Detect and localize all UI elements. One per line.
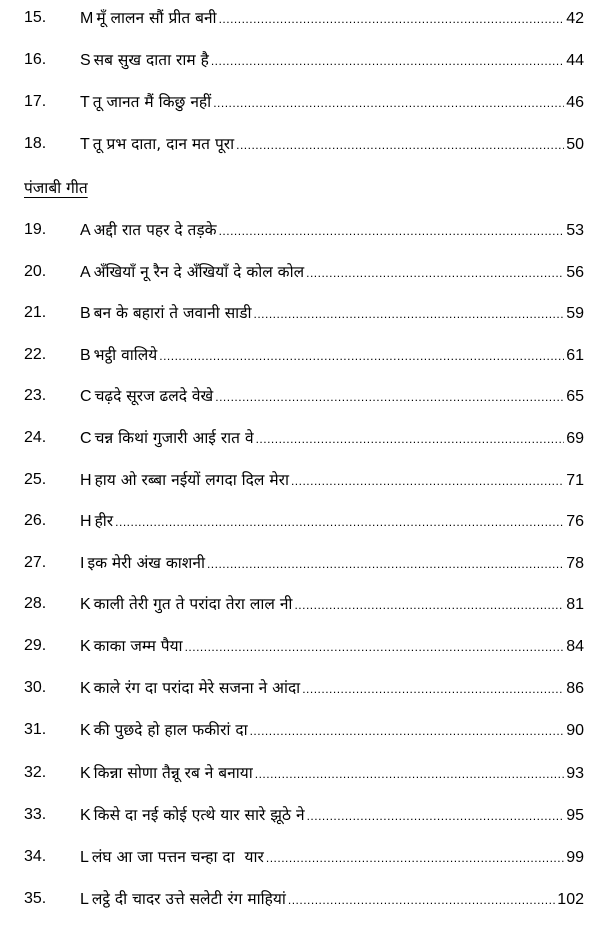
entry-number: 26. (24, 512, 47, 529)
page-number: 42 (566, 10, 584, 27)
leader-dots (159, 342, 564, 370)
toc-row (0, 216, 600, 244)
toc-entry (80, 759, 584, 788)
entry-number: 23. (24, 387, 47, 404)
entry-number: 19. (24, 221, 47, 238)
toc-row (0, 4, 600, 32)
toc-entry (80, 885, 584, 914)
page-number: 76 (566, 513, 584, 530)
toc-row (0, 590, 600, 618)
toc-entry (80, 4, 584, 33)
index-letter: K (80, 680, 91, 697)
song-title: इक मेरी अंख काशनी (87, 554, 205, 572)
index-letter: K (80, 722, 91, 739)
page-number: 46 (566, 94, 584, 111)
leader-dots (219, 5, 565, 33)
page-number: 78 (566, 555, 584, 572)
song-title: लट्ठे दी चादर उत्ते सलेटी रंग माहियां (91, 890, 286, 908)
page-number: 61 (566, 347, 584, 364)
leader-dots (236, 131, 564, 159)
leader-dots (213, 89, 564, 117)
toc-row (0, 130, 600, 158)
index-letter: K (80, 807, 91, 824)
toc-entry (80, 632, 584, 661)
index-letter: S (80, 52, 91, 69)
toc-entry (80, 590, 584, 619)
entry-number: 33. (24, 806, 47, 823)
entry-number: 25. (24, 471, 47, 488)
toc-entry (80, 216, 584, 245)
index-letter: A (80, 222, 91, 239)
entry-number: 17. (24, 93, 47, 110)
toc-entry (80, 716, 584, 745)
toc-entry (80, 258, 584, 287)
page-number: 102 (557, 891, 584, 908)
toc-row (0, 258, 600, 286)
leader-dots (256, 425, 565, 453)
entry-number: 28. (24, 595, 47, 612)
index-letter: H (80, 472, 92, 489)
song-title: किसे दा नई कोई एत्थे यार सारे झूठे ने (93, 806, 305, 824)
page-number: 65 (566, 388, 584, 405)
entry-number: 24. (24, 429, 47, 446)
toc-row (0, 885, 600, 913)
toc-entry (80, 382, 584, 411)
toc-row (0, 88, 600, 116)
entry-number: 21. (24, 304, 47, 321)
page-number: 69 (566, 430, 584, 447)
entry-number: 29. (24, 637, 47, 654)
leader-dots (294, 591, 564, 619)
toc-entry (80, 424, 584, 453)
song-title: किन्ना सोणा तैन्नू रब ने बनाया (93, 764, 253, 782)
leader-dots (211, 47, 564, 75)
entry-number: 31. (24, 721, 47, 738)
index-letter: K (80, 596, 91, 613)
leader-dots (307, 802, 565, 830)
toc-row (0, 843, 600, 871)
leader-dots (219, 217, 565, 245)
toc-row (0, 466, 600, 494)
song-title: भट्ठी वालिये (93, 346, 158, 364)
page-number: 93 (566, 765, 584, 782)
toc-row (0, 341, 600, 369)
song-title: तू जानत मैं किछु नहीं (92, 93, 212, 111)
index-letter: L (80, 891, 89, 908)
leader-dots (255, 760, 564, 788)
song-title: हीर (94, 512, 114, 530)
index-letter: B (80, 305, 91, 322)
song-title: अँखियाँ नू रैन दे अँखियाँ दे कोल कोल (93, 263, 305, 281)
page-number: 44 (566, 52, 584, 69)
toc-entry (80, 674, 584, 703)
index-letter: L (80, 849, 89, 866)
song-title: काली तेरी गुत ते परांदा तेरा लाल नी (93, 595, 293, 613)
index-letter: M (80, 10, 94, 27)
song-title: बन के बहारां ते जवानी साडी (93, 304, 252, 322)
page-number: 56 (566, 264, 584, 281)
toc-entry (80, 507, 584, 536)
toc-row (0, 716, 600, 744)
song-title: काले रंग दा परांदा मेरे सजना ने आंदा (93, 679, 301, 697)
toc-row (0, 424, 600, 452)
toc-entry (80, 341, 584, 370)
toc-row (0, 549, 600, 577)
toc-row (0, 46, 600, 74)
entry-number: 32. (24, 764, 47, 781)
entry-number: 34. (24, 848, 47, 865)
index-letter: I (80, 555, 85, 572)
song-title: लंघ आ जा पत्तन चन्हा दा यार (91, 848, 264, 866)
page-number: 50 (566, 136, 584, 153)
toc-entry (80, 843, 584, 872)
leader-dots (215, 383, 564, 411)
index-letter: T (80, 136, 90, 153)
leader-dots (115, 508, 564, 536)
song-title: की पुछदे हो हाल फकीरां दा (93, 721, 248, 739)
page-number: 59 (566, 305, 584, 322)
page-number: 95 (566, 807, 584, 824)
page-number: 71 (566, 472, 584, 489)
toc-entry (80, 88, 584, 117)
page-number: 81 (566, 596, 584, 613)
leader-dots (185, 633, 565, 661)
entry-number: 22. (24, 346, 47, 363)
toc-entry (80, 46, 584, 75)
toc-row (0, 382, 600, 410)
section-heading: पंजाबी गीत (24, 179, 88, 197)
song-title: सब सुख दाता राम है (93, 51, 209, 69)
leader-dots (250, 717, 565, 745)
toc-row (0, 674, 600, 702)
leader-dots (266, 844, 564, 872)
entry-number: 27. (24, 554, 47, 571)
entry-number: 16. (24, 51, 47, 68)
toc-entry (80, 299, 584, 328)
index-letter: C (80, 388, 92, 405)
leader-dots (207, 550, 564, 578)
toc-row (0, 632, 600, 660)
entry-number: 20. (24, 263, 47, 280)
index-letter: C (80, 430, 92, 447)
page-number: 86 (566, 680, 584, 697)
toc-row (0, 299, 600, 327)
toc-row (0, 759, 600, 787)
index-letter: B (80, 347, 91, 364)
leader-dots (291, 467, 564, 495)
song-title: काका जम्म पैया (93, 637, 183, 655)
toc-row (0, 801, 600, 829)
page-number: 84 (566, 638, 584, 655)
song-title: मूँ लालन सौं प्रीत बनी (96, 9, 217, 27)
toc-entry (80, 801, 584, 830)
leader-dots (306, 259, 564, 287)
entry-number: 15. (24, 9, 47, 26)
entry-number: 30. (24, 679, 47, 696)
song-title: तू प्रभ दाता, दान मत पूरा (92, 135, 235, 153)
leader-dots (288, 886, 555, 914)
song-title: हाय ओ रब्बा नईयों लगदा दिल मेरा (94, 471, 289, 489)
song-title: चढ़दे सूरज ढलदे वेखे (94, 387, 214, 405)
song-title: अद्दी रात पहर दे तड़के (93, 221, 217, 239)
leader-dots (302, 675, 564, 703)
toc-entry (80, 466, 584, 495)
page-number: 53 (566, 222, 584, 239)
toc-entry (80, 130, 584, 159)
index-letter: A (80, 264, 91, 281)
song-title: चन्न किथां गुजारी आई रात वे (94, 429, 254, 447)
leader-dots (254, 300, 565, 328)
index-letter: K (80, 765, 91, 782)
toc-row (0, 507, 600, 535)
page-number: 90 (566, 722, 584, 739)
entry-number: 18. (24, 135, 47, 152)
entry-number: 35. (24, 890, 47, 907)
index-letter: K (80, 638, 91, 655)
toc-entry (80, 549, 584, 578)
index-letter: H (80, 513, 92, 530)
page-number: 99 (566, 849, 584, 866)
index-letter: T (80, 94, 90, 111)
